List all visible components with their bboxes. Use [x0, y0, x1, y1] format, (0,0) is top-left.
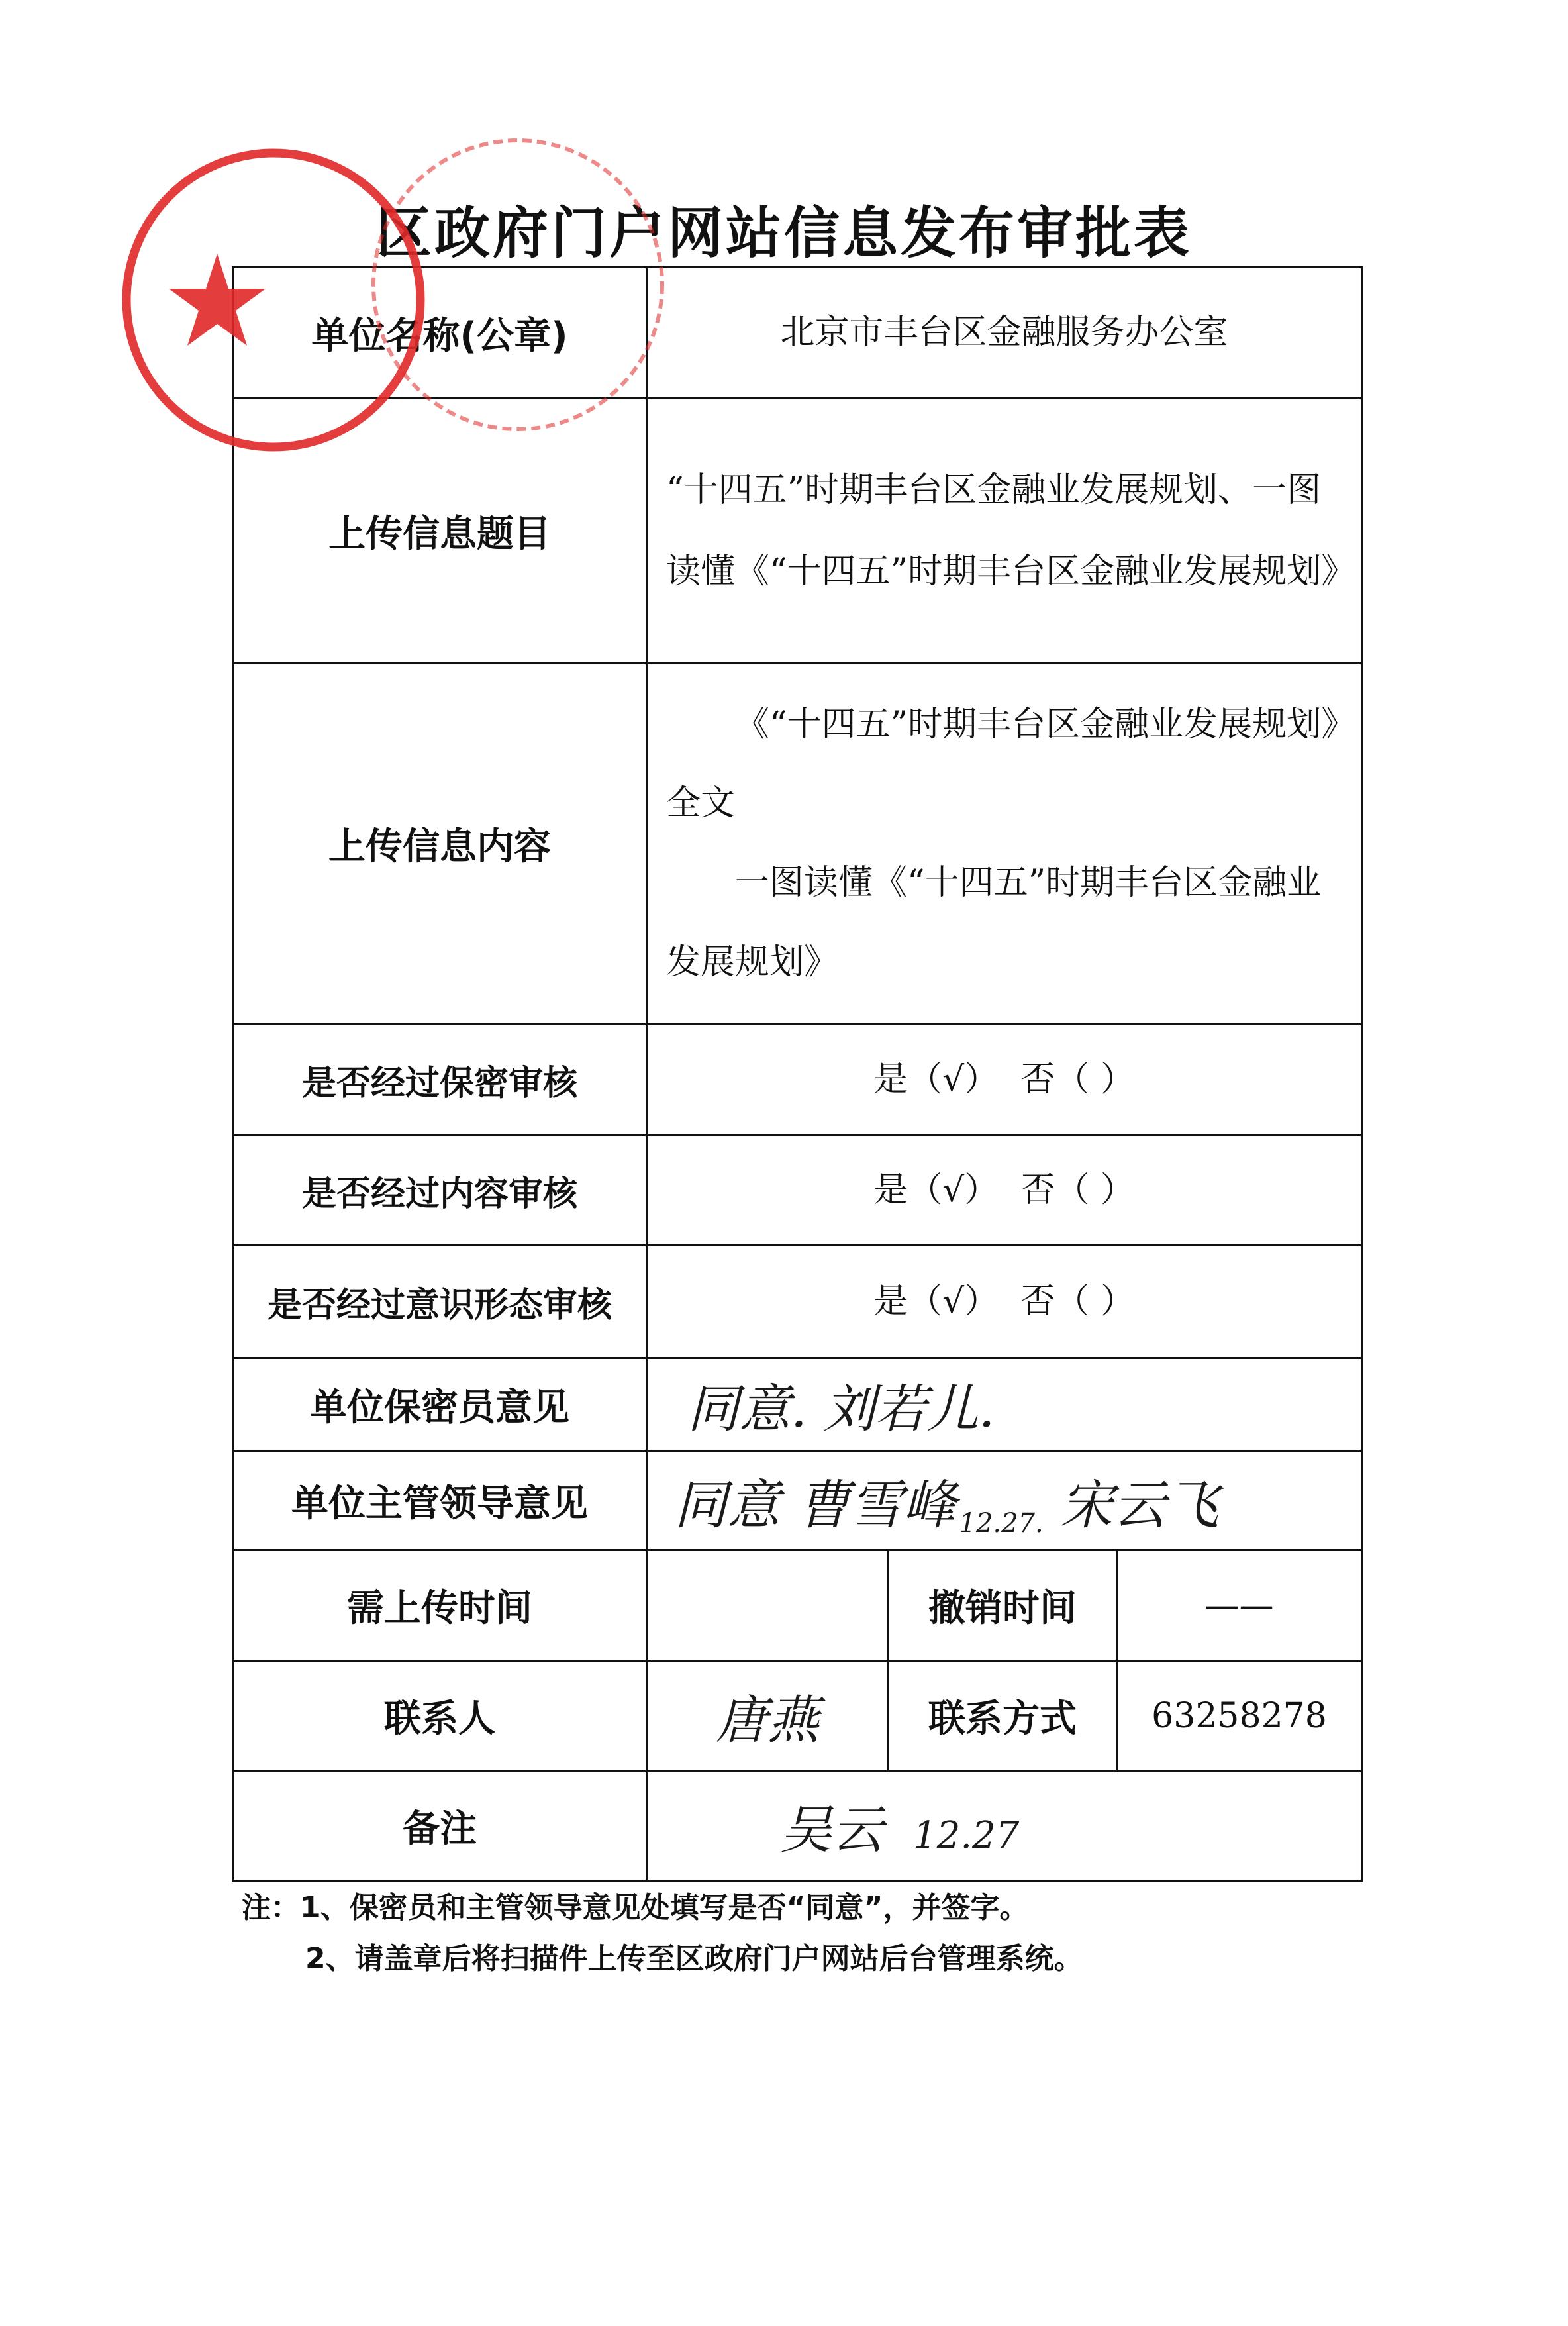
label-secrecy-officer: 单位保密员意见	[233, 1358, 647, 1451]
check-mark: √	[942, 1170, 965, 1210]
handwritten-date: 12.27	[913, 1814, 1020, 1857]
value-revoke-time: ——	[1117, 1550, 1362, 1661]
label-unit-name: 单位名称(公章)	[233, 268, 647, 399]
page-title: 区政府门户网站信息发布审批表	[375, 201, 1192, 266]
value-ideology-review	[647, 1246, 1362, 1358]
label-remarks: 备注	[233, 1772, 647, 1881]
value-contact	[647, 1661, 889, 1772]
check-mark: √	[942, 1282, 965, 1322]
upload-title-text: “十四五”时期丰台区金融业发展规划、一图读懂《“十四五”时期丰台区金融业发展规划》	[666, 470, 1356, 591]
value-upload-content	[647, 664, 1362, 1025]
check-mark: √	[942, 1059, 965, 1099]
notes	[242, 1882, 1083, 1984]
row-leader-opinion	[233, 1451, 1362, 1550]
label-contact: 联系人	[233, 1661, 647, 1772]
label-upload-content: 上传信息内容	[233, 664, 647, 1025]
label-revoke-time: 撤销时间	[889, 1550, 1117, 1661]
content-line-1: 《“十四五”时期丰台区金融业发展规划》全文	[666, 704, 1339, 824]
handwritten-date: 12.27.	[959, 1508, 1044, 1539]
yes-option-close: ）	[964, 1059, 999, 1099]
handwritten-signature: 同意 曹雪峰	[674, 1474, 956, 1536]
value-unit-name: 北京市丰台区金融服务办公室	[647, 268, 1362, 399]
no-option: 否（ ）	[1020, 1059, 1135, 1099]
label-content-review: 是否经过内容审核	[233, 1135, 647, 1246]
row-upload-content	[233, 664, 1362, 1025]
value-leader-opinion	[647, 1451, 1362, 1550]
row-ideology-review	[233, 1246, 1362, 1358]
value-upload-time	[647, 1550, 889, 1661]
content-line-2: 一图读懂《“十四五”时期丰台区金融业发展规划》	[666, 863, 1322, 982]
row-secrecy-review	[233, 1025, 1362, 1135]
row-secrecy-officer	[233, 1358, 1362, 1451]
note-2: 2、请盖章后将扫描件上传至区政府门户网站后台管理系统。	[305, 1942, 1083, 1976]
label-ideology-review: 是否经过意识形态审核	[233, 1246, 647, 1358]
label-leader-opinion: 单位主管领导意见	[233, 1451, 647, 1550]
row-upload-time	[233, 1550, 1362, 1661]
official-seal-secondary-icon	[366, 132, 670, 437]
value-upload-title	[647, 399, 1362, 664]
note-1: 注：1、保密员和主管领导意见处填写是否“同意”，并签字。	[242, 1891, 1029, 1925]
approval-table	[232, 266, 1363, 1882]
row-remarks	[233, 1772, 1362, 1881]
handwritten-signature-2: 宋云飞	[1059, 1474, 1219, 1536]
label-upload-time: 需上传时间	[233, 1550, 647, 1661]
label-secrecy-review: 是否经过保密审核	[233, 1025, 647, 1135]
yes-option-close: ）	[964, 1282, 999, 1322]
yes-option: 是（	[873, 1059, 943, 1099]
value-secrecy-officer	[647, 1358, 1362, 1451]
label-contact-method: 联系方式	[889, 1661, 1117, 1772]
value-remarks	[647, 1772, 1362, 1881]
handwritten-signature: 唐燕	[715, 1691, 819, 1750]
value-content-review	[647, 1135, 1362, 1246]
yes-option-close: ）	[964, 1170, 999, 1210]
value-contact-method: 63258278	[1117, 1661, 1362, 1772]
yes-option: 是（	[873, 1170, 943, 1210]
row-content-review	[233, 1135, 1362, 1246]
handwritten-signature: 吴云	[780, 1801, 884, 1860]
no-option: 否（ ）	[1020, 1170, 1135, 1210]
yes-option: 是（	[873, 1282, 943, 1322]
handwritten-signature: 同意. 刘若儿.	[687, 1379, 995, 1439]
no-option: 否（ ）	[1020, 1282, 1135, 1322]
value-secrecy-review	[647, 1025, 1362, 1135]
label-upload-title: 上传信息题目	[233, 399, 647, 664]
row-contact	[233, 1661, 1362, 1772]
